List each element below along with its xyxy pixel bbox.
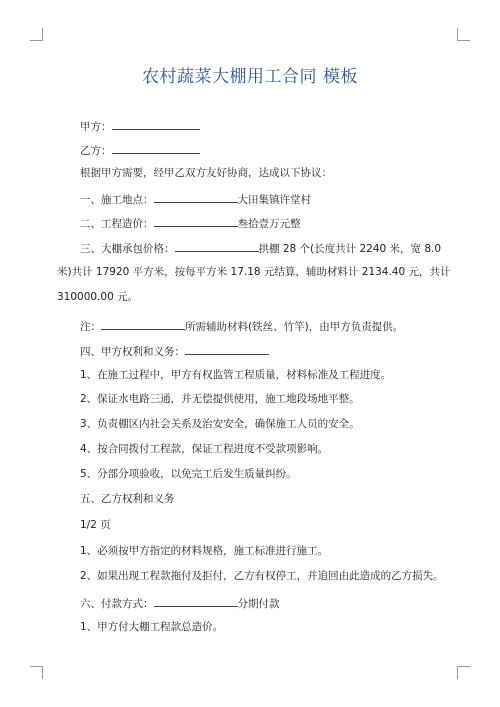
section-2-line — [80, 215, 301, 231]
section-1-value: 大田集镇许堂村 — [237, 194, 311, 206]
party-b-line — [80, 142, 200, 158]
page-corner-mark-bottom-left — [30, 666, 43, 679]
page-corner-mark-top-right — [457, 28, 470, 41]
section-2-label: 二、工程造价： — [80, 218, 154, 230]
c-item-1: 1、甲方付大棚工程款总造价。 — [80, 621, 224, 633]
party-a-label: 甲方： — [80, 121, 112, 133]
section-1-label: 一、施工地点： — [80, 194, 154, 206]
section-6-value: 分期付款 — [237, 598, 280, 610]
a-item-1: 1、在施工过程中，甲方有权监管工程质量，材料标准及工程进度。 — [80, 369, 392, 381]
a-item-3: 3、负责棚区内社会关系及治安安全，确保施工人员的安全。 — [80, 418, 360, 430]
note-text: 所需辅助材料(铁丝、竹竿)，由甲方负责提供。 — [185, 321, 404, 333]
section-3-blank[interactable] — [175, 240, 259, 252]
b-item-2: 2、如果出现工程款拖付及拒付，乙方有权停工，并追回由此造成的乙方损失。 — [80, 570, 444, 582]
section-3-line-2: 米)共计 17920 平方米，按每平方米 17.18 元结算，辅助材料计 2134.40 元，共计 — [57, 266, 451, 278]
section-2-blank[interactable] — [154, 215, 238, 227]
note-label: 注： — [80, 321, 101, 333]
party-a-blank[interactable] — [112, 118, 200, 130]
section-1-line — [80, 191, 311, 207]
section-3-value: 拱棚 28 个(长度共计 2240 米，宽 8.0 — [258, 243, 442, 255]
section-3-line-1 — [80, 240, 441, 256]
a-item-5: 5、分部分项验收，以免完工后发生质量纠纷。 — [80, 468, 297, 480]
section-3-label: 三、大棚承包价格： — [80, 243, 175, 255]
section-4-line — [80, 343, 269, 359]
section-2-value: 叁拾壹万元整 — [237, 218, 301, 230]
a-item-2: 2、保证水电路三通，并无偿提供使用，施工地段场地平整。 — [80, 393, 360, 405]
section-5-heading: 五、乙方权利和义务 — [80, 493, 175, 505]
page-corner-mark-top-left — [30, 28, 43, 41]
intro-paragraph: 根据甲方需要，经甲乙双方友好协商，达成以下协议： — [80, 167, 332, 179]
section-4-label: 四、甲方权利和义务： — [80, 346, 185, 358]
note-line — [80, 318, 403, 334]
section-1-blank[interactable] — [154, 191, 238, 203]
section-4-blank[interactable] — [185, 343, 269, 355]
section-6-line — [80, 595, 280, 611]
a-item-4: 4、按合同拨付工程款，保证工程进度不受款项影响。 — [80, 443, 329, 455]
party-a-line — [80, 118, 200, 134]
document-title: 农村蔬菜大棚用工合同 模板 — [142, 67, 358, 87]
party-b-label: 乙方： — [80, 145, 112, 157]
party-b-blank[interactable] — [112, 142, 200, 154]
page-corner-mark-bottom-right — [457, 666, 470, 679]
section-6-label: 六、付款方式： — [80, 598, 154, 610]
page-marker: 1/2 页 — [80, 519, 111, 531]
section-6-blank[interactable] — [154, 595, 238, 607]
section-3-line-3: 310000.00 元。 — [57, 291, 139, 303]
b-item-1: 1、必须按甲方指定的材料规格，施工标准进行施工。 — [80, 545, 329, 557]
note-blank[interactable] — [101, 318, 185, 330]
